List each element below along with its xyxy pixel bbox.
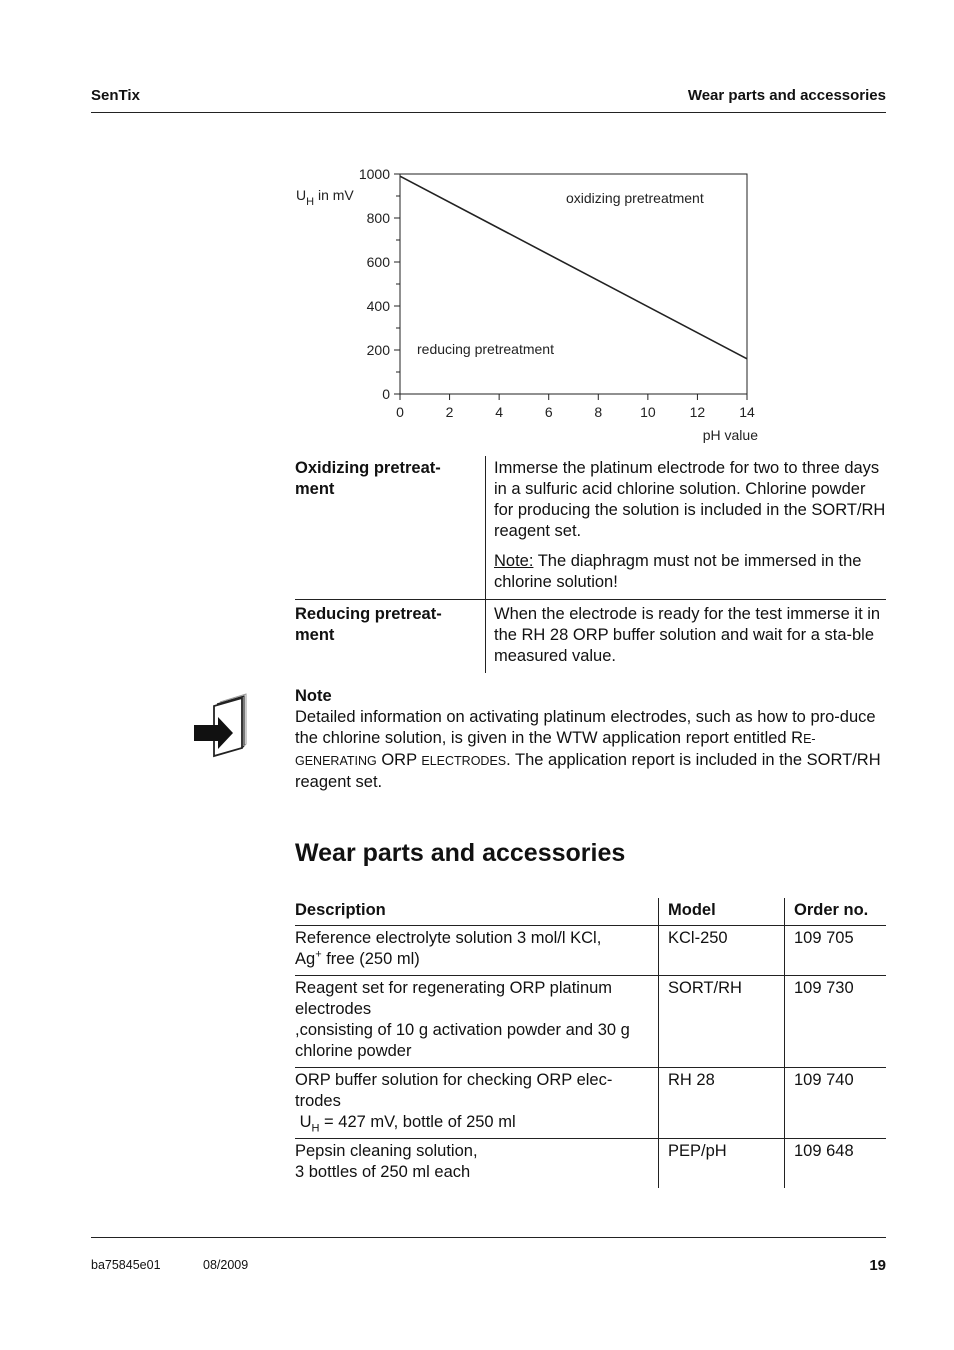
note-block (295, 686, 887, 793)
annotation-oxidizing: oxidizing pretreatment (566, 190, 704, 206)
header-rule (91, 112, 886, 113)
reducing-label: Reducing pretreat- ment (295, 600, 486, 674)
cell-model: RH 28 (659, 1068, 785, 1139)
footer-doc-id: ba75845e01 (91, 1258, 161, 1272)
footer-date: 08/2009 (203, 1258, 249, 1272)
section-title: Wear parts and accessories (295, 839, 626, 867)
col-description: Description (295, 898, 659, 926)
annotation-reducing: reducing pretreatment (417, 341, 554, 357)
note-text: The diaphragm must not be immersed in the chlorine solution! (494, 552, 862, 591)
cell-order: 109 730 (785, 976, 887, 1068)
x-axis-label: pH value (702, 427, 758, 443)
table-row (295, 1139, 886, 1189)
table-row (295, 600, 886, 674)
oxidizing-label: Oxidizing pretreat- ment (295, 459, 441, 498)
col-order: Order no. (785, 898, 887, 926)
y-tick-label: 400 (366, 298, 390, 314)
y-tick-label: 0 (382, 386, 390, 402)
plot-frame (400, 174, 747, 394)
cell-order: 109 705 (785, 926, 887, 976)
y-tick-label: 1000 (358, 166, 390, 182)
cell-description: Reagent set for regenerating ORP platinum electrodes ,consisting of 10 g activation powder and 30 g chlorine powder (295, 976, 659, 1068)
col-model: Model (659, 898, 785, 926)
cell-description: Pepsin cleaning solution, 3 bottles of 250 ml each (295, 1139, 659, 1189)
note-body: Detailed information on activating platinum electrodes, such as how to pro-duce the chlorine solution, is given in the WTW application report entitled RE-GENERATING ORP ELECTRODES. The application report is included in the SORT/RH reagent set. (295, 708, 881, 791)
x-tick-label: 12 (689, 404, 706, 420)
y-axis-label: $U_H$ in mV (296, 187, 354, 208)
running-header-left: SenTix (91, 87, 140, 104)
accessories-table (295, 898, 886, 1188)
y-tick-label: 800 (366, 210, 390, 226)
cell-description: ORP buffer solution for checking ORP elec-trodes $U_H = 427$ mV, bottle of 250 ml (295, 1068, 659, 1139)
x-tick-label: 8 (594, 404, 603, 420)
redox-chart (280, 160, 780, 450)
pretreatment-table (295, 456, 886, 673)
note-label: Note: (494, 552, 534, 570)
cell-order: 109 648 (785, 1139, 887, 1189)
table-row (295, 456, 886, 600)
y-tick-label: 600 (366, 254, 390, 270)
table-row (295, 1068, 886, 1139)
x-tick-label: 0 (396, 404, 404, 420)
x-tick-label: 2 (445, 404, 454, 420)
table-row (295, 976, 886, 1068)
table-header-row (295, 898, 886, 926)
reducing-description: When the electrode is ready for the test immerse it in the RH 28 ORP buffer solution and wait for a sta-ble measured value. (486, 600, 887, 674)
y-tick-label: 200 (366, 342, 390, 358)
x-tick-label: 14 (739, 404, 755, 420)
x-tick-label: 4 (495, 404, 504, 420)
x-tick-label: 10 (640, 404, 656, 420)
page-number: 19 (869, 1257, 886, 1274)
footer-rule (91, 1237, 886, 1238)
cell-model: PEP/pH (659, 1139, 785, 1189)
cell-model: KCl-250 (659, 926, 785, 976)
cell-model: SORT/RH (659, 976, 785, 1068)
running-header-right: Wear parts and accessories (687, 87, 886, 104)
x-tick-label: 6 (544, 404, 553, 420)
table-row (295, 926, 886, 976)
note-title: Note (295, 687, 332, 705)
book-note-icon (192, 692, 254, 762)
oxidizing-description: Immerse the platinum electrode for two to three days in a sulfuric acid chlorine solution. Chlorine powder for producing the solution is included in the SORT/RH reagent set. Note: The diaphragm must not be immersed in the chlorine solution! (486, 456, 887, 600)
cell-order: 109 740 (785, 1068, 887, 1139)
cell-description: Reference electrolyte solution 3 mol/l KCl, Ag+ free (250 ml) (295, 926, 659, 976)
